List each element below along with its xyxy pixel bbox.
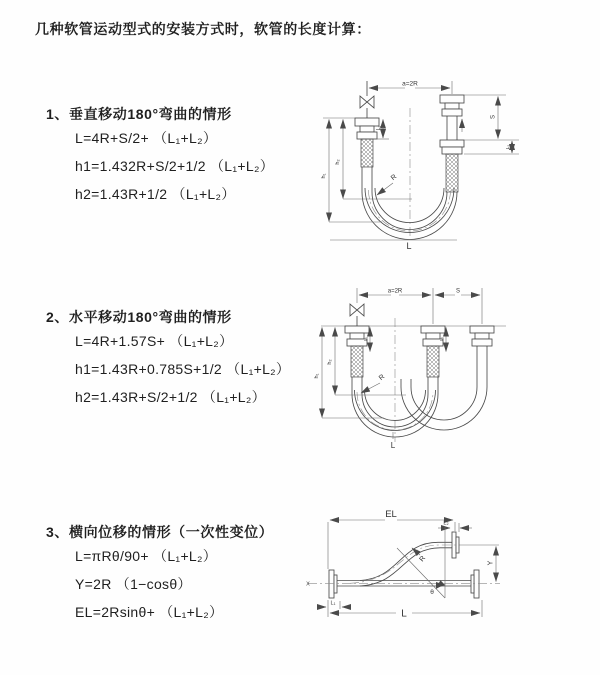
- hose-fitting: [345, 326, 369, 346]
- dimension-el: [328, 509, 455, 569]
- hose-fitting: [470, 326, 494, 346]
- label-l: L: [390, 441, 396, 450]
- formula-l: L=4R+S/2+ （L₁+L₂）: [75, 130, 218, 146]
- formula-h1: h1=1.43R+0.785S+1/2 （L₁+L₂）: [75, 361, 291, 377]
- label-s: S: [490, 114, 497, 120]
- valve-icon: [350, 304, 364, 326]
- formula-el: EL=2Rsinθ+ （L₁+L₂）: [75, 604, 224, 620]
- formula-l: L=4R+1.57S+ （L₁+L₂）: [75, 333, 234, 349]
- label-l1: L₁: [376, 125, 382, 131]
- hose-displaced-position: [350, 542, 458, 586]
- label-theta: θ: [430, 589, 434, 596]
- dimension-s: [491, 97, 499, 139]
- dimension-l1: [318, 601, 348, 610]
- label-y: Y: [487, 560, 495, 566]
- diagram-lateral-displacement: [300, 495, 600, 665]
- dimension-a2r: [359, 289, 431, 296]
- label-r: R: [377, 373, 387, 383]
- braided-hose-section: [446, 154, 458, 192]
- label-s: S: [455, 288, 461, 295]
- flange: [329, 570, 337, 598]
- section-2-heading: 2、水平移动180°弯曲的情形: [46, 309, 232, 325]
- formula-h1: h1=1.432R+S/2+1/2 （L₁+L₂）: [75, 158, 275, 174]
- section-3-heading: 3、横向位移的情形（一次性变位）: [46, 524, 274, 540]
- formula-h2: h2=1.43R+S/2+1/2 （L₁+L₂）: [75, 389, 266, 405]
- label-a2r: a=2R: [402, 80, 418, 88]
- braided-hose-section: [427, 346, 439, 377]
- braided-hose-section: [351, 346, 363, 377]
- section-horizontal-motion: [46, 307, 290, 411]
- label-l1: L₁: [363, 336, 368, 342]
- valve-icon: [360, 81, 374, 118]
- dimension-l2: [505, 141, 512, 153]
- angle-theta: [397, 527, 445, 598]
- label-l1: L₁: [330, 600, 336, 607]
- dimension-s: [435, 289, 480, 296]
- page-title: 几种软管运动型式的安装方式时，软管的长度计算：: [35, 21, 371, 37]
- diagram-horizontal-180-bend: [308, 282, 600, 467]
- radius-leader: [377, 174, 398, 195]
- formula-y: Y=2R （1−cosθ）: [75, 576, 192, 592]
- flange: [471, 570, 479, 598]
- hose-fitting: [421, 326, 445, 346]
- braided-hose-section: [361, 139, 373, 167]
- label-h1: h₁: [321, 173, 327, 179]
- label-l2: L₂: [443, 520, 449, 527]
- label-l2: L₂: [506, 144, 511, 150]
- hose-u-bend: [362, 188, 457, 240]
- label-r: R: [418, 554, 428, 564]
- hose-fitting: [440, 95, 464, 116]
- section-vertical-motion: [46, 104, 274, 208]
- formula-h2: h2=1.43R+1/2 （L₁+L₂）: [75, 186, 236, 202]
- label-l: L: [401, 608, 407, 620]
- label-a2r: a=2R: [387, 288, 403, 295]
- label-r: R: [389, 173, 399, 183]
- label-l2: L₂: [439, 336, 444, 342]
- hose-fitting: [440, 140, 464, 154]
- label-l: L: [406, 241, 412, 251]
- label-el: EL: [385, 509, 397, 520]
- dimension-l: [328, 600, 482, 620]
- label-h2: h₂: [327, 359, 333, 365]
- formula-l: L=πRθ/90+ （L₁+L₂）: [75, 548, 218, 564]
- hose-u-bend-position2: [401, 379, 487, 430]
- label-h1: h₁: [314, 373, 320, 379]
- section-lateral-displacement: [46, 522, 273, 626]
- diagram-vertical-180-bend: [310, 72, 600, 262]
- label-h2: h₂: [335, 159, 341, 165]
- hose-u-bend-position1: [352, 390, 438, 437]
- section-1-heading: 1、垂直移动180°弯曲的情形: [46, 106, 232, 122]
- dimension-a2r: [369, 81, 452, 95]
- axis-mark: X: [306, 581, 310, 588]
